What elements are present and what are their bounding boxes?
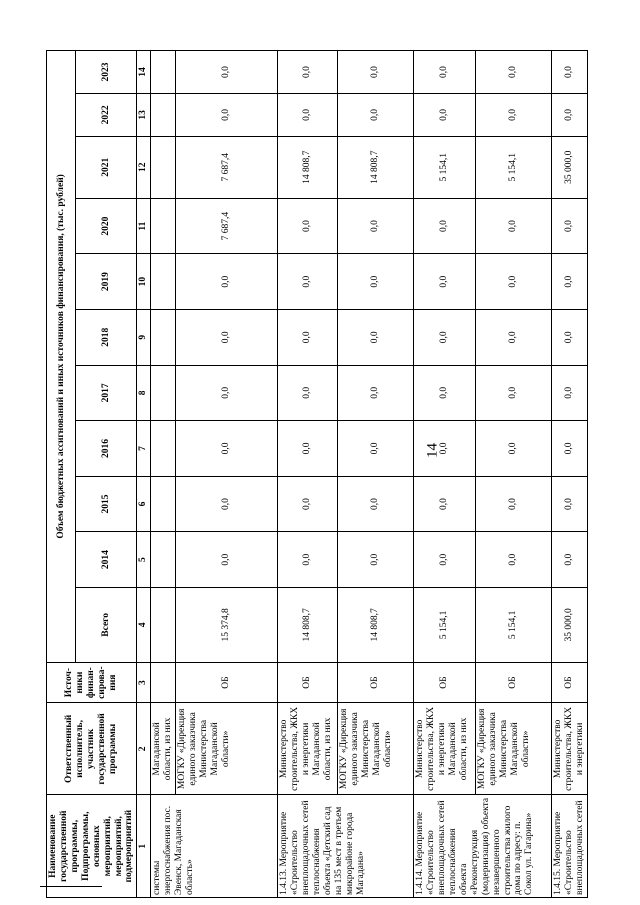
row-value: 14 808,7 [278,136,338,198]
row-value: 0,0 [176,309,278,365]
row-value: 0,0 [278,421,338,477]
row-value: 5 154,1 [414,136,476,198]
header-year: 2014 [76,532,137,588]
row-value: 0,0 [476,309,552,365]
col-number: 7 [137,421,151,477]
header-year: 2016 [76,421,137,477]
row-value: 0,0 [476,94,552,137]
row-source: ОБ [414,662,476,703]
row-executor: МОГКУ «Дирекция единого заказчика Министерства Магаданской области» [338,703,414,795]
row-value: 0,0 [278,309,338,365]
header-year: 2015 [76,476,137,532]
table-row [278,51,338,898]
row-source: ОБ [278,662,338,703]
header-total: Всего [76,587,137,662]
footnote-rule [40,886,102,887]
row-value: 0,0 [338,309,414,365]
header-year: 2020 [76,198,137,254]
row-value: 0,0 [552,309,588,365]
row-value: 0,0 [176,94,278,137]
header-year: 2021 [76,136,137,198]
row-value: 0,0 [338,94,414,137]
row-value: 0,0 [278,254,338,310]
row-executor: МОГКУ «Дирекция единого заказчика Министерства Магаданской области» [176,703,278,795]
page-number: 14 [424,443,441,458]
col-number: 13 [137,94,151,137]
row-value: 0,0 [278,51,338,94]
header-source: Источ-ники финан-сирова-ния [47,662,137,703]
column-number-row [137,51,151,898]
row-executor: Министерство строительства, ЖКХ и энергетики Магаданской области, из них [278,703,338,795]
col-number: 10 [137,254,151,310]
row-value: 0,0 [278,94,338,137]
row-source: ОБ [338,662,414,703]
row-source: ОБ [176,662,278,703]
row-value: 0,0 [476,532,552,588]
row-source: ОБ [476,662,552,703]
row-total: 5 154,1 [476,587,552,662]
header-year: 2019 [76,254,137,310]
row-value: 0,0 [338,254,414,310]
row-value: 0,0 [552,51,588,94]
row-value: 0,0 [552,476,588,532]
row-value: 0,0 [338,365,414,421]
col-number: 2 [137,703,151,795]
col-number: 8 [137,365,151,421]
row-value: 0,0 [476,421,552,477]
row-value: 0,0 [414,198,476,254]
row-total: 14 808,7 [338,587,414,662]
row-value: 0,0 [176,51,278,94]
row-value: 0,0 [176,254,278,310]
row-value: 7 687,4 [176,136,278,198]
row-total: 14 808,7 [278,587,338,662]
row-value: 0,0 [278,476,338,532]
row-value: 0,0 [338,421,414,477]
row-name: 1.4.15. Мероприятие «Строительство внеплощадочных сетей [552,795,588,898]
row-value: 0,0 [278,365,338,421]
table-row [338,51,414,898]
row-name: 1.4.14. Мероприятие «Строительство внеплощадочных сетей теплоснабжения объекта «Реконструкция (модернизация) объекта незавершенного строительства жилого дома по адресу: п. Сокол ул. Гагарина» [414,795,552,898]
header-year: 2023 [76,51,137,94]
header-name: Наименование государственной программы, Подпрограммы, основных мероприятий, мероприятий, подмероприятий [47,795,137,898]
row-value: 0,0 [414,254,476,310]
row-value: 0,0 [552,198,588,254]
row-executor: Министерство строительства, ЖКХ и энергетики [552,703,588,795]
row-value: 0,0 [278,198,338,254]
row-value: 0,0 [414,94,476,137]
col-number: 5 [137,532,151,588]
row-value: 0,0 [552,365,588,421]
table-row [476,51,552,898]
row-value: 0,0 [476,198,552,254]
row-executor: МОГКУ «Дирекция единого заказчика Министерства Магаданской области» [476,703,552,795]
row-value: 0,0 [414,365,476,421]
row-value: 0,0 [414,421,476,477]
row-value: 35 000,0 [552,136,588,198]
row-total: 5 154,1 [414,587,476,662]
header-year: 2022 [76,94,137,137]
funding-table [46,50,588,898]
row-value: 0,0 [176,421,278,477]
row-value: 0,0 [414,532,476,588]
row-value: 0,0 [552,532,588,588]
row-value: 0,0 [414,309,476,365]
header-executor: Ответственный исполнитель, участник государственной программы [47,703,137,795]
row-name: 1.4.13. Мероприятие «Строительство внеплощадочных сетей теплоснабжения объекта «Детский сад на 135 мест в третьем микрорайоне города Магадана» [278,795,414,898]
row-value: 0,0 [476,254,552,310]
row-name: системы энергоснабжения пос. Эвенск, Магаданская область» [151,795,278,898]
row-value: 0,0 [552,421,588,477]
row-source: ОБ [552,662,588,703]
row-value: 0,0 [176,365,278,421]
row-value: 0,0 [552,94,588,137]
row-value: 0,0 [176,476,278,532]
row-value: 0,0 [476,476,552,532]
row-value: 14 808,7 [338,136,414,198]
row-value: 0,0 [476,51,552,94]
row-value: 0,0 [176,532,278,588]
row-value: 0,0 [338,51,414,94]
col-number: 3 [137,662,151,703]
table-row [151,51,176,898]
row-value: 0,0 [278,532,338,588]
row-value: 0,0 [552,254,588,310]
header-year: 2018 [76,309,137,365]
rotated-table-container [46,50,606,898]
row-total: 35 000,0 [552,587,588,662]
table-row [176,51,278,898]
header-funding-group: Объем бюджетных ассигнований и иных источников финансирования, (тыс. рублей) [47,51,76,663]
col-number: 9 [137,309,151,365]
row-total: 15 374,8 [176,587,278,662]
table-row [552,51,588,898]
row-value: 0,0 [338,476,414,532]
col-number: 6 [137,476,151,532]
col-number: 11 [137,198,151,254]
header-year: 2017 [76,365,137,421]
row-value: 5 154,1 [476,136,552,198]
row-value: 0,0 [338,198,414,254]
row-value: 0,0 [414,51,476,94]
row-value: 7 687,4 [176,198,278,254]
table-row [414,51,476,898]
col-number: 1 [137,795,151,898]
col-number: 12 [137,136,151,198]
row-value: 0,0 [414,476,476,532]
col-number: 4 [137,587,151,662]
row-value: 0,0 [338,532,414,588]
row-executor: Министерство строительства, ЖКХ и энергетики Магаданской области, из них [414,703,476,795]
row-executor: Магаданской области, из них [151,703,176,795]
row-value: 0,0 [476,365,552,421]
col-number: 14 [137,51,151,94]
